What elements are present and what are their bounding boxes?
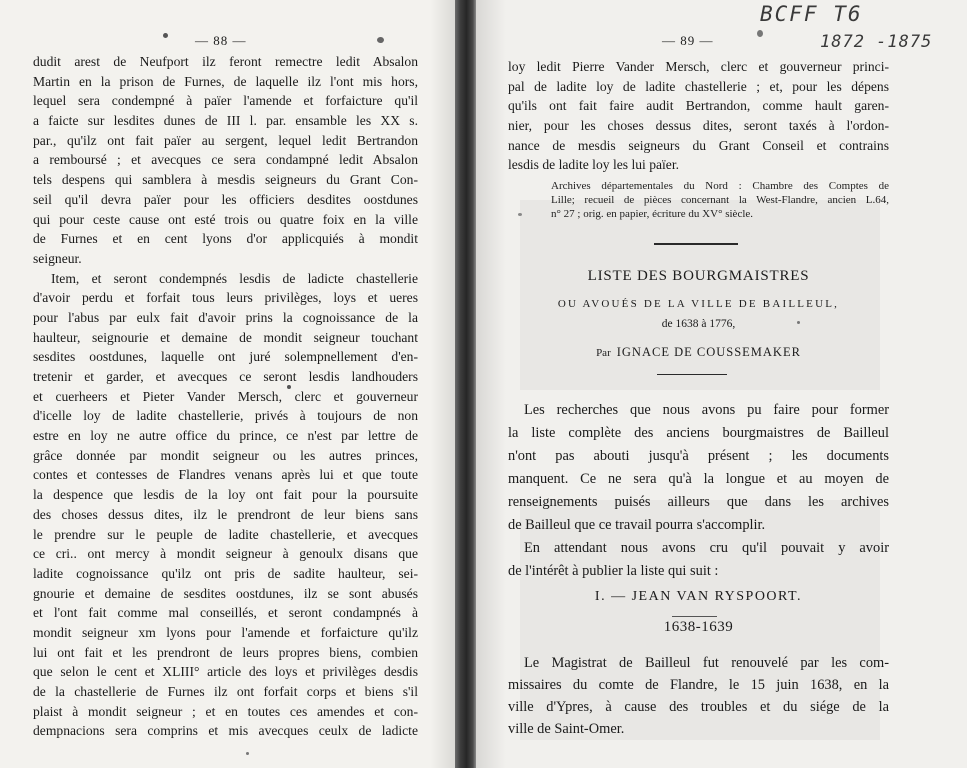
text-line: dudit arest de Neufport ilz feront remectre ledit Absalon — [33, 54, 418, 69]
heading-divider — [672, 616, 717, 617]
text-line: la liste complète des anciens bourgmaistres de Bailleul — [508, 425, 889, 441]
right-page-text — [508, 57, 889, 175]
ink-speck — [518, 213, 522, 216]
text-line: d'icelle loy de ladite chastellerie, privés à toujours de non — [33, 408, 418, 424]
text-line: renseignements puisés ailleurs que dans les archives — [508, 494, 889, 510]
footnote-line: n° 27 ; orig. en papier, écriture du XV° siècle. — [551, 208, 754, 220]
text-line: de Bailleul que ce travail pourra s'accomplir. — [508, 517, 766, 533]
footnote-line: Archives départementales du Nord : Chambre des Comptes de — [551, 180, 889, 192]
text-line: des choses dessus dites, ilz le prendront de leur biens sans — [33, 506, 418, 522]
bleed-through-top — [520, 200, 880, 390]
text-line: de la chastellerie de Furnes ilz ont forfait corps et biens s'il — [33, 684, 418, 699]
right-page-number: — 89 — — [662, 33, 714, 48]
text-line: missaires du comte de Flandre, le 15 juin 1638, en la — [508, 677, 889, 693]
text-line: tretenir et garder, et avecques ce seront lesdis landhouders — [33, 369, 418, 384]
text-line: et cuerheers et Pieter Vander Mersch, clerc et gouverneur — [33, 388, 418, 404]
text-line: qu'ils ont fait faire audit Bertrandon, comme hault garen- — [508, 98, 889, 114]
text-line: par., qu'ilz ont fait païer au sergent, lequel ledit Bertrandon — [33, 132, 418, 148]
article-author — [508, 345, 889, 360]
ink-speck — [797, 321, 800, 324]
title-divider — [657, 374, 727, 375]
footnote-line: Lille; recueil de pièces concernant la West-Flandre, ancien L.64, — [551, 194, 889, 206]
author-name: IGNACE DE COUSSEMAKER — [616, 345, 801, 359]
text-line: lui ont fait et les prendront de leurs propres biens, combien — [33, 644, 418, 660]
ink-speck — [246, 752, 249, 755]
text-line: En attendant nous avons cru qu'il pouvait y avoir — [524, 540, 889, 556]
ink-speck — [757, 30, 763, 37]
text-line: Martin en la prison de Furnes, de laquelle ilz l'ont mis hors, — [33, 73, 418, 89]
text-line: ce cri.. ont mercy à mondit seigneur à genoulx disans que — [33, 546, 418, 562]
text-line: dempnacions sera comprins et mis avecques ceulx de ladicte — [33, 723, 418, 739]
ink-speck — [287, 385, 291, 389]
text-line: d'avoir perdu et forfait tous leurs privilèges, loys et ueres — [33, 290, 418, 306]
section-divider — [654, 243, 738, 245]
ink-speck — [163, 33, 168, 38]
article-dates: de 1638 à 1776, — [661, 318, 736, 330]
text-line: ladite cognoissance qu'ilz ont pris de sadite haulteur, sei- — [33, 565, 418, 581]
gutter-shadow-right — [476, 0, 506, 768]
catalog-years: 1872 -1875 — [820, 32, 933, 52]
text-line: gnourie et demaine de sesdites oostdunes, ilz se sont abusés — [33, 585, 418, 601]
text-line: a remboursé ; et avecques ce sera condampné ledit Absalon — [33, 152, 418, 168]
gutter-shadow-left — [430, 0, 455, 768]
left-page-number: — 88 — — [195, 33, 247, 48]
text-line: estre en loy ne autre office du prince, ce n'est par lettre de — [33, 428, 418, 444]
text-line: Le Magistrat de Bailleul fut renouvelé par les com- — [524, 655, 889, 671]
text-line: nier, pour les choses dessus dites, seront taxés à l'ordon- — [508, 118, 889, 134]
text-line: que selon le cent et XLIII° article des loys et privilèges desdis — [33, 664, 418, 680]
text-line: pal de ladite loy de ladite chastellerie ; et, pour les dépens — [508, 78, 889, 94]
text-line: tels despens qui samblera à mesdis seigneurs du Grant Con- — [33, 172, 418, 188]
text-line: ville d'Ypres, à cause des troubles et du siége de la — [508, 699, 889, 715]
intro-paragraph — [508, 399, 889, 583]
archive-footnote — [551, 179, 889, 221]
article-title: LISTE DES BOURGMAISTRES — [587, 268, 810, 284]
catalog-mark: BCFF T6 — [760, 2, 863, 26]
book-gutter — [455, 0, 476, 768]
text-line: grâce donnée par mondit seigneur ou les autres princes, — [33, 447, 418, 463]
text-line: manquent. Ce ne sera qu'à la longue et au moyen de — [508, 471, 889, 487]
section-heading: I. — JEAN VAN RYSPOORT. — [594, 589, 803, 604]
text-line: de l'intérêt à publier la liste qui suit : — [508, 563, 719, 579]
article-subtitle: OU AVOUÉS DE LA VILLE DE BAILLEUL, — [557, 298, 840, 310]
closing-paragraph — [508, 652, 889, 740]
text-line: le prendre sur le peuple de ladite chastellerie, et avecques — [33, 526, 418, 542]
text-line: de Furnes et en cent lyons d'or applicquiés à mondit — [33, 231, 418, 247]
author-prefix: Par — [596, 347, 611, 359]
text-line: loy ledit Pierre Vander Mersch, clerc et gouverneur princi- — [508, 59, 889, 74]
text-line: Item, et seront condempnés lesdis de ladicte chastellerie — [51, 270, 418, 286]
text-line: mondit seigneur xm lyons pour l'amende et forfaicture qu'ilz — [33, 624, 418, 640]
left-page-text — [33, 52, 418, 741]
text-line: pour l'abus par eulx fait d'avoir prins la cognoissance de la — [33, 309, 418, 325]
text-line: et l'ont fait comme mal conseillés, et seront condampnés à — [33, 605, 418, 621]
text-line: lesdis de ladite loy les lui païer. — [508, 157, 680, 173]
ink-speck — [377, 37, 384, 43]
text-line: ville de Saint-Omer. — [508, 721, 625, 737]
text-line: lequel sera condempné à païer l'amende et forfaicture qu'il — [33, 93, 418, 109]
text-line: la despence que lesdis de la loy ont fait pour la poursuite — [33, 487, 418, 503]
text-line: haulteur, seignourie et demaine de mondit seigneur touchant — [33, 329, 418, 345]
text-line: contes et contesses de Flandres venans après lui et que toute — [33, 467, 418, 483]
text-line: plaist à mondit seigneur ; et en toutes ces amendes et con- — [33, 703, 418, 719]
text-line: nance de mesdis seigneurs du Grant Conseil et contrains — [508, 137, 889, 153]
section-years: 1638-1639 — [663, 619, 734, 635]
text-line: qui pour ceste cause ont esté trois ou quatre foix en la ville — [33, 211, 418, 227]
text-line: a faicte sur lesdites dunes de III l. par. ensamble les XX s. — [33, 113, 418, 129]
text-line: Les recherches que nous avons pu faire pour former — [524, 402, 889, 418]
text-line: seil qu'il devra païer pour les officiers desdites oostdunes — [33, 191, 418, 207]
text-line: n'ont pas abouti jusqu'à présent ; les documents — [508, 448, 889, 464]
text-line: seigneur. — [33, 250, 82, 266]
text-line: sesdites oostdunes, laquelle ont juré solempnellement d'en- — [33, 349, 418, 365]
